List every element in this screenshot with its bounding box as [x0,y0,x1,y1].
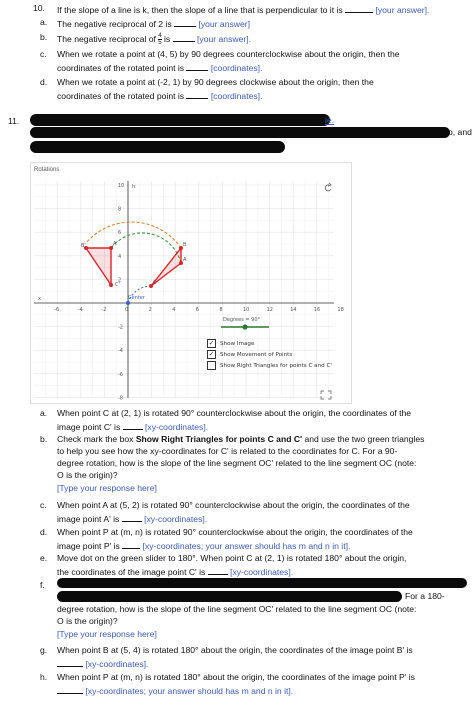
part-b-line3: degree rotation, how is the slope of the line segment OC' related to the line segment OC (note: [57,458,417,468]
part-g-line2 [57,657,148,670]
part-e-answer[interactable]: [xy-coordinates]. [230,567,294,577]
answer-blank[interactable] [186,89,208,99]
q10c-label: c. [40,49,47,59]
y-tick-label: -4 [118,348,123,355]
y-tick-label: -2 [118,324,123,331]
part-a-answer[interactable]: [xy-coordinates]. [145,422,209,432]
q10c-answer[interactable]: [coordinates]. [210,63,263,73]
x-tick-label: 18 [337,307,344,313]
q10c-line2 [57,61,262,74]
y-tick-label: 8 [118,206,122,213]
part-f-line3: degree rotation, how is the slope of the line segment OC' related to the line segment OC (note: [57,604,417,614]
label-c: C [153,280,157,286]
fullscreen-icon[interactable] [321,391,331,399]
part-g-label: g. [40,645,48,655]
checkbox-show-image[interactable] [207,339,332,350]
part-f-tail: For a 180- [405,591,445,601]
q10-stem-text: If the slope of a line is k, then the slope of a line that is perpendicular to it is [57,5,343,15]
applet-title: Rotations [34,167,60,173]
x-tick-label: -2 [101,307,107,313]
q10d-text: coordinates of the rotated point is [57,91,185,101]
x-tick-label: -4 [77,307,83,313]
q10a-text: The negative reciprocal of 2 is [57,19,172,29]
q10d-label: d. [40,77,48,87]
q10b-label: b. [40,32,48,42]
part-b-answer[interactable]: [Type your response here] [57,483,157,493]
q11-link-fragment[interactable]: ie. [325,115,335,125]
q10d-line2 [57,89,262,102]
x-tick-label: 16 [313,307,321,313]
part-f-label: f. [40,580,45,590]
movement-arc-a [111,233,181,263]
part-b-line4: O is the origin)? [57,470,118,480]
redaction-bar [30,127,450,138]
part-f-answer[interactable]: [Type your response here] [57,629,157,639]
q11-tail: o, and [448,127,472,137]
q10b-text: The negative reciprocal of [57,34,156,44]
label-a: A [183,257,187,263]
part-h-line1: When point P at (m, n) is rotated 180° about the origin, the coordinates of the image point P' is [57,672,415,682]
part-d-label: d. [40,527,48,537]
part-d-line1: When point P at (m, n) is rotated 90° counterclockwise about the origin, the coordinates of the [57,527,413,537]
x-tick-label: 14 [290,307,297,313]
answer-blank[interactable] [174,17,196,27]
part-g-line1: When point B at (5, 4) is rotated 180° about the origin, the coordinates of the image point B' is [57,645,413,655]
refresh-icon[interactable] [325,183,331,191]
x-tick-label: 10 [243,307,250,313]
x-tick-label: 4 [172,307,176,313]
axis-label-left: x [38,296,41,302]
q10d-line1: When we rotate a point at (-2, 1) by 90 degrees clockwise about the origin, then the [57,77,374,87]
part-a-text: image point C' is [57,422,121,432]
answer-blank[interactable] [122,539,140,549]
slider-label: Degrees = 90° [223,317,261,323]
part-b-line1 [57,434,424,445]
geogebra-applet[interactable] [30,162,352,404]
part-c-label: c. [40,500,47,510]
redaction-bar [57,591,402,602]
part-c-line2 [57,512,207,525]
q10a-label: a. [40,17,48,27]
y-tick-labels [118,183,124,401]
part-h-line2 [57,684,293,697]
part-e-label: e. [40,553,48,563]
q10b-text-post: is [164,34,171,44]
x-tick-label: 0 [125,307,129,313]
part-c-text: image point A' is [57,514,120,524]
answer-blank[interactable] [345,3,373,13]
part-b-line2: to help you see how the xy-coordinates for C' is related to the coordinates for C. For a 90- [57,446,398,456]
answer-blank[interactable] [186,61,208,71]
part-d-line2 [57,539,350,552]
q11-number: 11. [8,116,20,126]
point-c-prime [109,283,113,287]
label-a-prime: A' [113,241,118,247]
part-d-answer[interactable]: [xy-coordinates; your answer should has m and n in it]. [142,541,351,551]
part-b-text-post: and use the two green triangles [304,434,425,444]
degree-slider-handle[interactable] [242,324,247,329]
x-tick-label: -6 [54,307,60,313]
checkbox-list [207,339,332,372]
answer-blank[interactable] [208,565,228,575]
fraction-denominator: 5 [158,40,162,47]
checkbox-box[interactable]: ✓ [208,350,215,358]
part-g-answer[interactable]: [xy-coordinates]. [85,659,149,669]
q10a [57,17,250,30]
redaction-bar [57,578,467,588]
q10b-answer[interactable]: [your answer]. [197,34,251,44]
checkbox-label: Show Right Triangles for points C and C' [220,363,332,369]
answer-blank[interactable] [122,512,142,522]
part-b-bold: Show Right Triangles for points C and C' [135,434,303,444]
answer-blank[interactable] [57,657,83,667]
checkbox-show-right-triangles[interactable] [207,361,332,372]
center-point[interactable] [126,301,130,305]
x-tick-label: 12 [266,307,273,313]
part-e-line1: Move dot on the green slider to 180°. When point C at (2, 1) is rotated 180° about the origin, [57,553,407,563]
checkbox-box[interactable] [207,361,216,370]
q10a-answer[interactable]: [your answer] [198,19,251,29]
y-tick-label: 4 [118,253,122,260]
q10-stem-answer[interactable]: [your answer]. [375,5,430,15]
fraction [158,33,161,46]
label-b: B [183,242,187,248]
q10d-answer[interactable]: [coordinates]. [210,91,263,101]
y-tick-label: 6 [118,230,122,237]
part-a-label: a. [40,408,48,418]
answer-blank[interactable] [123,420,143,430]
y-tick-label: -6 [118,371,123,378]
x-tick-label: 2 [148,307,152,313]
y-tick-label: 10 [118,183,125,189]
part-a-line1: When point C at (2, 1) is rotated 90° counterclockwise about the origin, the coordinates of the [57,408,412,418]
part-c-line1: When point A at (5, 2) is rotated 90° counterclockwise about the origin, the coordinates of the [57,500,410,510]
part-h-answer[interactable]: [xy-coordinates; your answer should has m and n in it]. [85,686,294,696]
redaction-bar [30,114,330,126]
redaction-bar [30,141,285,153]
checkbox-show-movement[interactable] [207,350,332,361]
answer-blank[interactable] [57,684,83,694]
q10c-text: coordinates of the rotated point is [57,63,185,73]
checkbox-label: Show Image [220,341,255,347]
part-c-answer[interactable]: [xy-coordinates]. [144,514,208,524]
part-h-label: h. [40,672,48,682]
x-tick-label: 6 [195,307,199,313]
x-tick-labels [54,307,344,313]
x-tick-label: 8 [219,307,223,313]
q10-stem [57,3,429,16]
label-b-prime: B' [81,243,86,249]
checkbox-box[interactable]: ✓ [208,339,215,347]
part-b-label: b. [40,434,48,444]
q10-number: 10. [33,3,45,13]
axis-label-h: h [132,184,136,190]
checkbox-label: Show Movement of Points [220,352,293,358]
y-tick-label: -8 [118,395,123,402]
part-b-text: Check mark the box [57,434,134,444]
fraction-numerator: 4 [158,33,162,40]
y-tick-label: 2 [118,277,122,284]
part-e-text: the coordinates of the image point C' is [57,567,206,577]
part-d-text: image point P' is [57,541,120,551]
q10b [57,32,251,46]
q10c-line1: When we rotate a point at (4, 5) by 90 degrees counterclockwise about the origin, then the [57,49,400,59]
part-e-line2 [57,565,293,578]
center-label: Center [128,295,145,301]
label-c-prime: C' [115,282,120,288]
part-a-line2 [57,420,208,433]
part-f-line4: O is the origin)? [57,616,118,626]
answer-blank[interactable] [173,32,195,42]
